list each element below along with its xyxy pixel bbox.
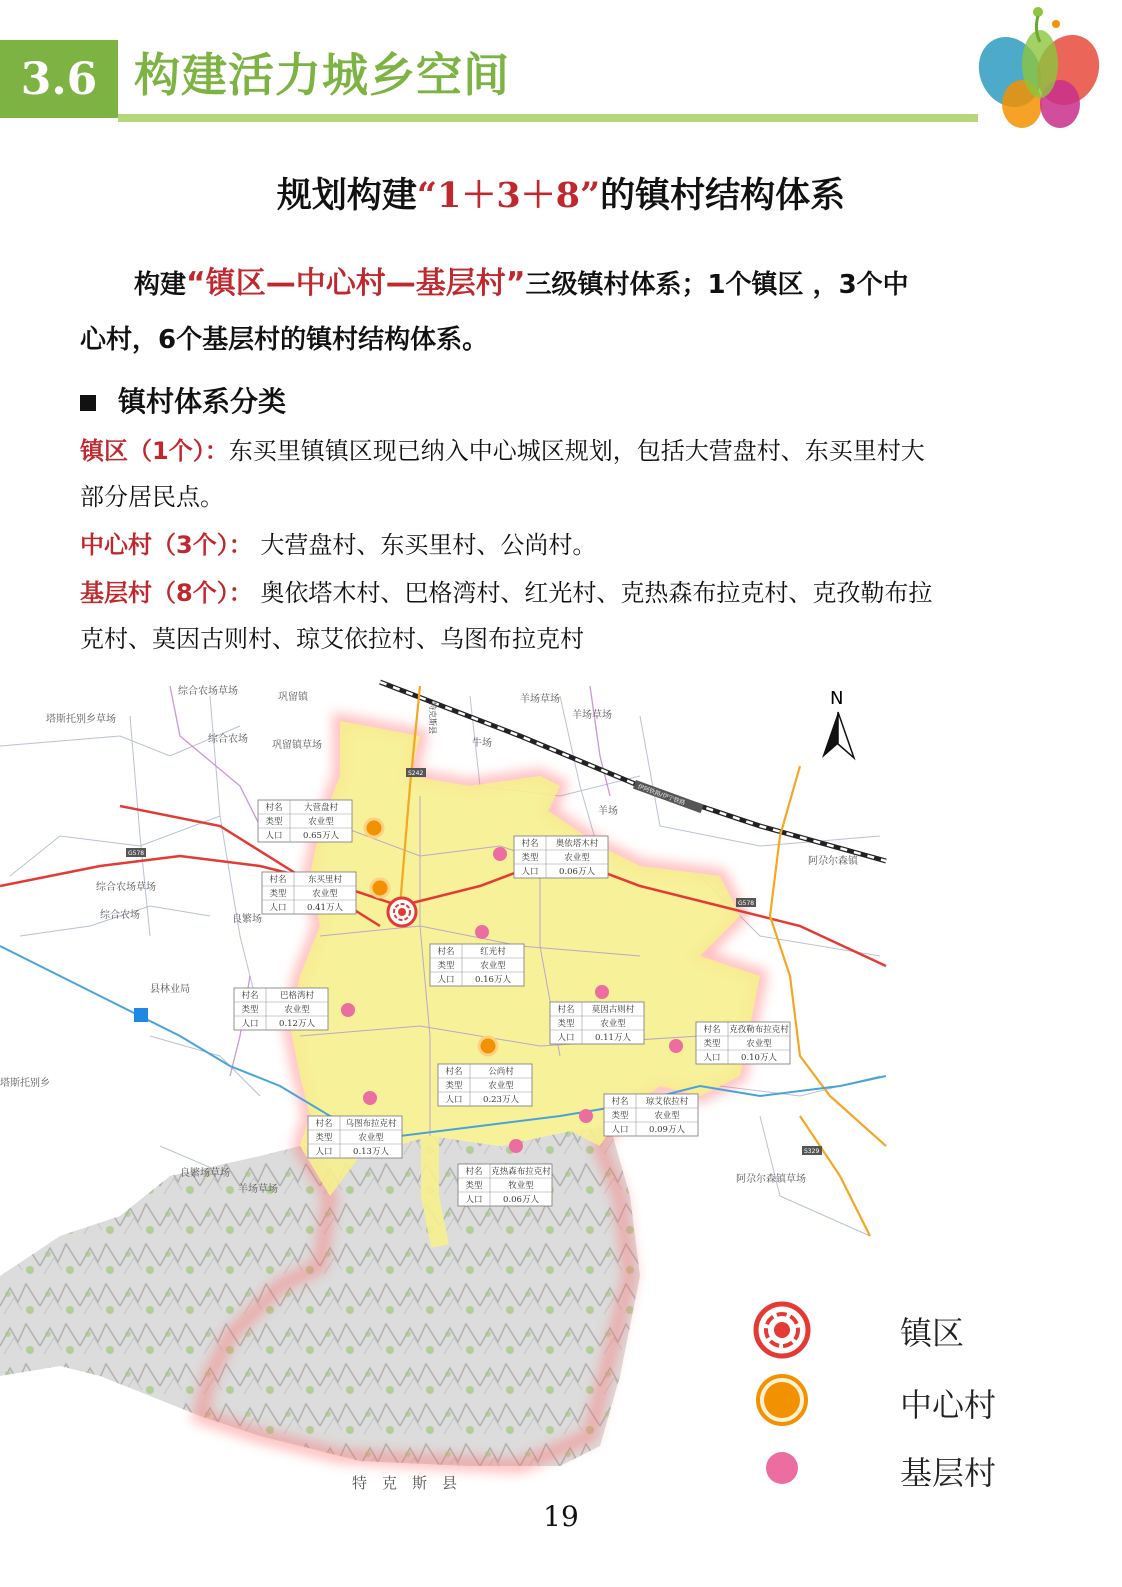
table-row-value: 农业型 (308, 817, 334, 827)
table-row-label: 类型 (241, 1005, 259, 1015)
table-row-value: 0.11万人 (595, 1033, 631, 1043)
map-label: 羊场 (598, 806, 618, 817)
map-label: 特 克 斯 县 (352, 1474, 458, 1492)
intro-line-2: 心村，6个基层村的镇村结构体系。 (80, 325, 489, 355)
table-row-label: 类型 (265, 817, 283, 827)
table-row-value: 0.06万人 (503, 1195, 539, 1205)
table-row-label: 村名 (265, 803, 283, 813)
table-row-value: 0.23万人 (483, 1095, 519, 1105)
table-row-value: 乌图布拉克村 (345, 1119, 397, 1129)
table-row-value: 0.10万人 (741, 1053, 777, 1063)
category-text: 大营盘村、东买里村、公尚村。 (252, 531, 597, 559)
town-marker (388, 898, 416, 926)
table-row-label: 村名 (445, 1067, 463, 1077)
category-base-village (80, 570, 1050, 616)
category-label: 中心村（3个）： (80, 531, 253, 559)
table-row-label: 类型 (557, 1019, 575, 1029)
table-row-label: 人口 (445, 1095, 463, 1105)
table-row-label: 村名 (521, 839, 539, 849)
header-underline (118, 114, 978, 122)
map-label: 县林业局 (150, 984, 190, 995)
map-label: 综合农场草场 (178, 686, 238, 697)
table-row-label: 村名 (241, 991, 259, 1001)
village-info-table (234, 988, 328, 1030)
north-arrow-icon (822, 712, 838, 758)
table-row-value: 农业型 (480, 961, 506, 971)
village-info-table (262, 872, 356, 914)
town-symbol-icon (752, 1300, 816, 1364)
table-row-value: 东买里村 (307, 875, 343, 885)
intro-line-1 (80, 256, 1050, 313)
map-label: 牛场 (472, 738, 492, 749)
village-info-table (514, 836, 608, 878)
map-label: 良繁场 (232, 914, 262, 925)
legend-town (752, 1300, 1082, 1360)
road-label: 特克斯县 (428, 702, 437, 734)
village-info-table (430, 944, 524, 986)
butterfly-logo-icon (972, 2, 1108, 132)
table-row-value: 农业型 (358, 1133, 384, 1143)
section-header (118, 40, 978, 118)
table-row-label: 人口 (703, 1053, 721, 1063)
table-row-label: 类型 (269, 889, 287, 899)
legend-label: 中心村 (900, 1386, 997, 1424)
table-row-label: 类型 (611, 1111, 629, 1121)
map-label: 综合农场草场 (96, 882, 156, 893)
road-label: G578 (738, 900, 755, 907)
table-row-value: 农业型 (654, 1111, 680, 1121)
category-text: 东买里镇镇区现已纳入中心城区规划，包括大营盘村、东买里村大 (228, 437, 925, 465)
table-row-value: 农业型 (564, 853, 590, 863)
table-row-value: 农业型 (488, 1081, 514, 1091)
table-row-label: 人口 (557, 1033, 575, 1043)
table-row-label: 村名 (315, 1119, 333, 1129)
table-row-label: 人口 (269, 903, 287, 913)
road-label: G578 (128, 850, 145, 857)
category-text: 奥依塔木村、巴格湾村、红光村、克热森布拉克村、克孜勒布拉 (252, 579, 933, 607)
legend-center-village (752, 1372, 1082, 1432)
category-center-village (80, 522, 1050, 568)
village-info-table (458, 1164, 552, 1206)
table-row-label: 类型 (437, 961, 455, 971)
map-label: 巩留镇草场 (272, 740, 322, 751)
table-row-value: 0.06万人 (559, 867, 595, 877)
table-row-value: 农业型 (746, 1039, 772, 1049)
table-row-value: 巴格湾村 (279, 991, 315, 1001)
table-row-value: 奥依塔木村 (555, 839, 599, 849)
map-label: 阿尕尔森镇草场 (736, 1174, 806, 1185)
table-row-label: 人口 (437, 975, 455, 985)
category-town (80, 428, 1050, 474)
map-label: 羊场草场 (238, 1184, 278, 1195)
village-info-table (696, 1022, 790, 1064)
table-row-value: 0.41万人 (307, 903, 343, 913)
category-base-village-cont: 克村、莫因古则村、琼艾依拉村、乌图布拉克村 (80, 625, 584, 653)
table-row-value: 0.13万人 (353, 1147, 389, 1157)
table-row-label: 村名 (465, 1167, 483, 1177)
map-label: 阿尕尔森镇 (808, 856, 858, 867)
table-row-value: 0.09万人 (649, 1125, 685, 1135)
main-title-suffix: 的镇村结构体系 (600, 176, 846, 216)
map-label: 羊场草场 (572, 710, 612, 721)
road-label: S242 (408, 770, 424, 777)
section-title: 构建活力城乡空间 (134, 48, 510, 102)
village-info-table (438, 1064, 532, 1106)
intro-rest-1: 三级镇村体系；1个镇区 ，3个中 (525, 270, 909, 300)
main-title (0, 168, 1122, 218)
table-row-value: 0.12万人 (279, 1019, 315, 1029)
table-row-label: 村名 (611, 1097, 629, 1107)
table-row-value: 0.65万人 (303, 831, 339, 841)
table-row-value: 莫因古则村 (591, 1005, 635, 1015)
main-title-prefix: 规划构建 (276, 176, 417, 216)
road-label: 伊阿铁路/伊宁铁路 (636, 783, 687, 807)
road-label: S329 (804, 1148, 820, 1155)
table-row-label: 类型 (521, 853, 539, 863)
village-info-table (604, 1094, 698, 1136)
category-label: 镇区（1个）： (80, 437, 229, 465)
table-row-label: 村名 (437, 947, 455, 957)
table-row-label: 人口 (265, 831, 283, 841)
table-row-label: 类型 (315, 1133, 333, 1143)
section-number: 3.6 (0, 40, 118, 118)
section-heading (80, 380, 286, 420)
table-row-value: 0.16万人 (475, 975, 511, 985)
table-row-value: 琼艾依拉村 (645, 1097, 689, 1107)
table-row-label: 人口 (465, 1195, 483, 1205)
category-label: 基层村（8个）： (80, 579, 253, 607)
table-row-value: 大营盘村 (303, 803, 339, 813)
table-row-value: 农业型 (600, 1019, 626, 1029)
table-row-label: 人口 (241, 1019, 259, 1029)
map-label: 塔斯托别乡 (0, 1078, 50, 1089)
table-row-value: 农业型 (284, 1005, 310, 1015)
map-label: 塔斯托别乡草场 (46, 714, 116, 725)
legend-label: 基层村 (900, 1454, 997, 1492)
bullet-square-icon (80, 395, 96, 411)
village-info-table (258, 800, 352, 842)
legend-label: 镇区 (900, 1314, 965, 1352)
north-label: N (830, 688, 844, 709)
table-row-label: 人口 (315, 1147, 333, 1157)
table-row-label: 类型 (703, 1039, 721, 1049)
map-label: 综合农场 (208, 734, 248, 745)
intro-lead: 构建 (134, 270, 187, 300)
table-row-label: 村名 (557, 1005, 575, 1015)
table-row-label: 人口 (521, 867, 539, 877)
map-label: 综合农场 (100, 910, 140, 921)
main-title-formula: “1＋3＋8” (416, 175, 601, 216)
table-row-value: 农业型 (312, 889, 338, 899)
intro-highlight: “镇区—中心村—基层村” (186, 266, 526, 301)
table-row-label: 类型 (465, 1181, 483, 1191)
base-village-symbol-icon (752, 1440, 816, 1504)
table-row-value: 公尚村 (488, 1067, 514, 1077)
table-row-value: 红光村 (480, 947, 506, 957)
map-label: 羊场草场 (520, 694, 560, 705)
table-row-value: 克孜勒布拉克村 (729, 1025, 789, 1035)
page-number: 19 (543, 1500, 579, 1533)
village-info-table (550, 1002, 644, 1044)
section-heading-text: 镇村体系分类 (118, 385, 287, 418)
table-row-value: 克热森布拉克村 (491, 1167, 551, 1177)
legend-base-village (752, 1440, 1082, 1500)
map-label: 巩留镇 (278, 692, 308, 703)
table-row-label: 类型 (445, 1081, 463, 1091)
center-village-symbol-icon (752, 1372, 816, 1436)
table-row-label: 村名 (269, 875, 287, 885)
table-row-label: 人口 (611, 1125, 629, 1135)
table-row-value: 牧业型 (508, 1181, 534, 1191)
category-town-cont: 部分居民点。 (80, 483, 224, 511)
village-info-table (308, 1116, 402, 1158)
table-row-label: 村名 (703, 1025, 721, 1035)
map-label: 良繁场草场 (180, 1168, 230, 1179)
